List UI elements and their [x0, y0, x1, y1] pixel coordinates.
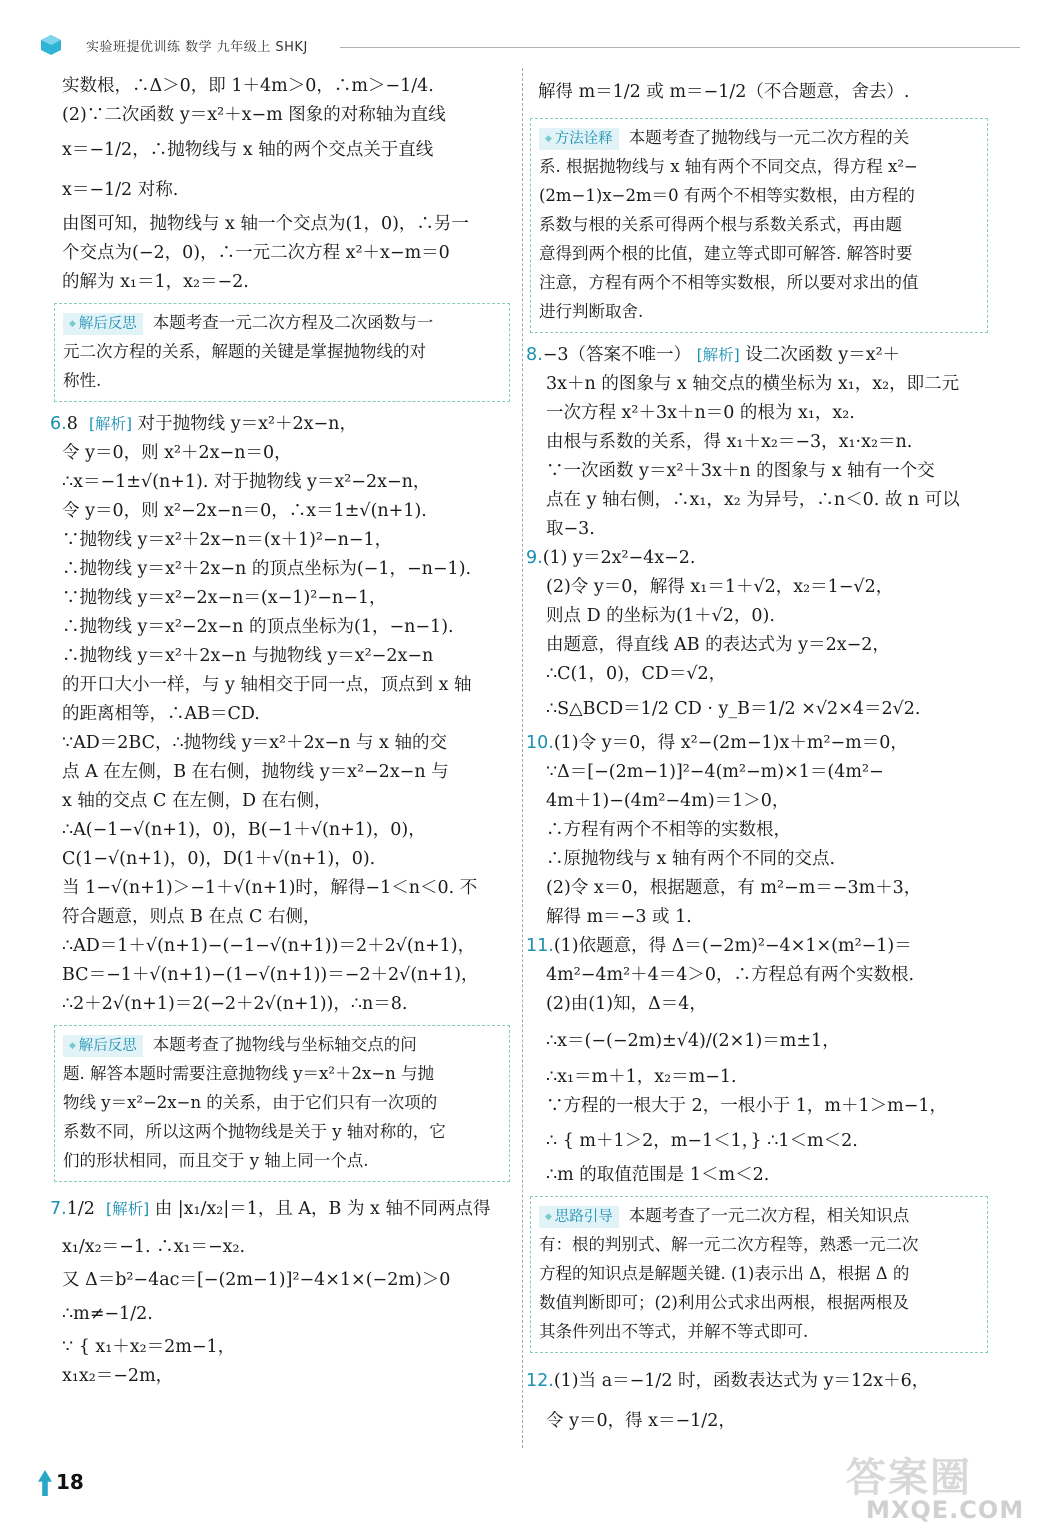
text-line: (2)∵二次函数 y＝x²＋x−m 图象的对称轴为直线 — [62, 105, 446, 125]
box-text: 本题考查一元二次方程及二次函数与一 — [152, 313, 434, 332]
box-text: 方程的知识点是解题关键. (1)表示出 Δ，根据 Δ 的 — [539, 1264, 910, 1283]
question-number: 12. — [526, 1371, 554, 1391]
book-logo-icon — [40, 34, 62, 56]
text-line: 的距离相等，∴AB＝CD. — [62, 704, 260, 724]
text-line: ∴m 的取值范围是 1＜m＜2. — [546, 1165, 770, 1185]
text-line: x₁x₂＝−2m， — [62, 1366, 174, 1386]
text-line: ∴抛物线 y＝x²＋2x−n 的顶点坐标为(−1，−n−1). — [62, 559, 472, 579]
analysis-tag: [解析] — [106, 1200, 150, 1218]
arrow-up-icon — [38, 1470, 52, 1496]
answer: 8 — [66, 414, 78, 434]
question-number: 11. — [526, 936, 554, 956]
question-number: 8. — [526, 345, 543, 365]
box-text: 元二次方程的关系，解题的关键是掌握抛物线的对 — [63, 342, 426, 361]
page-header — [40, 30, 990, 60]
watermark — [836, 1446, 1026, 1530]
box-label: ◆ 解后反思 — [63, 313, 143, 335]
text-line: ∴A(−1−√(n+1)，0)，B(−1＋√(n+1)，0)， — [62, 820, 426, 840]
question-number: 7. — [50, 1199, 67, 1219]
header-title: 实验班提优训练 数学 九年级上 SHKJ — [86, 40, 308, 55]
answer: 1/2 — [66, 1199, 95, 1219]
box-text: 进行判断取舍. — [539, 302, 644, 321]
text-line: 4m＋1)−(4m²−4m)＝1＞0， — [546, 791, 790, 811]
text-line: ∴抛物线 y＝x²−2x−n 的顶点坐标为(1，−n−1). — [62, 617, 454, 637]
question-6 — [50, 410, 510, 1019]
question-11 — [526, 932, 988, 1190]
text-line: (2)令 x＝0，根据题意，有 m²−m＝−3m＋3， — [546, 878, 922, 898]
box-text: 数值判断即可；(2)利用公式求出两根，根据两根及 — [539, 1293, 909, 1312]
box-text: 系. 根据抛物线与 x 轴有两个不同交点，得方程 x²− — [539, 157, 918, 176]
text-line: 令 y＝0，则 x²−2x−n＝0，∴x＝1±√(n+1). — [62, 501, 427, 521]
question-number: 6. — [50, 414, 67, 434]
text-line: 令 y＝0，得 x＝−1/2， — [546, 1411, 736, 1431]
text-line: ∴C(1，0)，CD＝√2， — [546, 664, 727, 684]
question-7 — [50, 1190, 510, 1391]
text-line: ∵抛物线 y＝x²−2x−n＝(x−1)²−n−1， — [62, 588, 387, 608]
text-line: 当 1−√(n+1)＞−1＋√(n+1)时，解得−1＜n＜0. 不 — [62, 878, 478, 898]
text-line: ∴AD＝1＋√(n+1)−(−1−√(n+1))＝2＋2√(n+1)， — [62, 936, 476, 956]
page-number — [38, 1468, 84, 1498]
box-text: 其条件列出不等式，并解不等式即可. — [539, 1322, 809, 1341]
text-line: 又 Δ＝b²−4ac＝[−(2m−1)]²−4×1×(−2m)＞0 — [62, 1270, 451, 1290]
text-line: 由 |x₁/x₂|＝1，且 A，B 为 x 轴不同两点得 — [154, 1199, 491, 1219]
reflection-box — [54, 303, 510, 402]
text-line: ∴抛物线 y＝x²＋2x−n 与抛物线 y＝x²−2x−n — [62, 646, 434, 666]
text-line: ∵抛物线 y＝x²＋2x−n＝(x＋1)²−n−1， — [62, 530, 393, 550]
watermark-url: MXQE.COM — [866, 1496, 1025, 1524]
box-text: 意得到两个根的比值，建立等式即可解答. 解答时要 — [539, 244, 913, 263]
text-line: (1)当 a＝−1/2 时，函数表达式为 y＝12x＋6， — [553, 1371, 930, 1391]
text-line: C(1−√(n+1)，0)，D(1＋√(n+1)，0). — [62, 849, 376, 869]
text-line: 令 y＝0，则 x²＋2x−n＝0， — [62, 443, 292, 463]
box-text: 本题考查了抛物线与坐标轴交点的问 — [152, 1035, 417, 1054]
text-line: 符合题意，则点 B 在点 C 右侧， — [62, 907, 321, 927]
question-number: 10. — [526, 733, 554, 753]
text-line: ∴x₁＝m＋1，x₂＝m−1. — [546, 1067, 737, 1087]
text-line: (1)依题意，得 Δ＝(−2m)²−4×1×(m²−1)＝ — [553, 936, 912, 956]
analysis-tag: [解析] — [88, 415, 133, 433]
text-line: ∴方程有两个不相等的实数根， — [546, 820, 791, 840]
text-line: 的解为 x₁＝1，x₂＝−2. — [62, 272, 249, 292]
text-line: ∵Δ＝[−(2m−1)]²−4(m²−m)×1＝(4m²− — [546, 762, 884, 782]
text-line: 对于抛物线 y＝x²＋2x−n， — [137, 414, 357, 434]
box-label: ◆ 方法诠释 — [539, 128, 619, 150]
answer: −3（答案不唯一） — [542, 345, 691, 365]
text-line: 设二次函数 y＝x²＋ — [745, 345, 901, 365]
header-rule — [340, 47, 1020, 48]
text-line: ∵ { x₁＋x₂＝2m−1， — [62, 1337, 236, 1357]
box-text: 称性. — [63, 371, 102, 390]
text-line: 个交点为(−2，0)，∴一元二次方程 x²＋x−m＝0 — [62, 243, 450, 263]
text-line: x 轴的交点 C 在左侧，D 在右侧， — [62, 791, 332, 811]
text-line: ∴ { m＋1＞2，m−1＜1，} ∴1＜m＜2. — [546, 1131, 858, 1151]
text-line: x＝−1/2 对称. — [62, 180, 179, 200]
box-text: 系数与根的关系可得两个根与系数关系式，再由题 — [539, 215, 902, 234]
analysis-tag: [解析] — [696, 346, 740, 364]
text-line: 实数根，∴Δ＞0，即 1＋4m＞0，∴m＞−1/4. — [62, 76, 434, 96]
text-line: 点在 y 轴右侧，∴x₁，x₂ 为异号，∴n＜0. 故 n 可以 — [546, 490, 960, 510]
text-line: (2)令 y＝0，解得 x₁＝1＋√2，x₂＝1−√2， — [546, 577, 894, 597]
box-text: 本题考查了一元二次方程，相关知识点 — [628, 1206, 910, 1225]
box-text: 系数不同，所以这两个抛物线是关于 y 轴对称的，它 — [63, 1122, 446, 1141]
text-line: x＝−1/2，∴抛物线与 x 轴的两个交点关于直线 — [62, 140, 434, 160]
text-line: ∵一次函数 y＝x²＋3x＋n 的图象与 x 轴有一个交 — [546, 461, 935, 481]
box-text: 物线 y＝x²−2x−n 的关系，由于它们只有一次项的 — [63, 1093, 438, 1112]
text-line: ∴m≠−1/2. — [62, 1304, 153, 1324]
box-text: 注意，方程有两个不相等实数根，所以要对求出的值 — [539, 273, 919, 292]
text-line: 由根与系数的关系，得 x₁＋x₂＝−3，x₁·x₂＝n. — [546, 432, 913, 452]
watermark-logo-text: 答案圈 — [846, 1455, 972, 1501]
text-line: 则点 D 的坐标为(1＋√2，0). — [546, 606, 775, 626]
text-line: ∴x＝(−(−2m)±√4)/(2×1)＝m±1， — [546, 1031, 840, 1051]
question-number: 9. — [526, 548, 543, 568]
box-label: ◆ 思路引导 — [539, 1206, 619, 1228]
text-line: (2)由(1)知，Δ＝4， — [546, 994, 707, 1014]
text-line: ∴2＋2√(n+1)＝2(−2＋2√(n+1))，∴n＝8. — [62, 994, 408, 1014]
text-line: 由图可知，抛物线与 x 轴一个交点为(1，0)，∴另一 — [62, 214, 469, 234]
question-8 — [526, 341, 988, 544]
text-line: x₁/x₂＝−1. ∴x₁＝−x₂. — [62, 1237, 246, 1257]
text-line: 4m²−4m²＋4＝4＞0，∴方程总有两个实数根. — [546, 965, 915, 985]
column-divider — [522, 68, 523, 1448]
box-text: 们的形状相同，而且交于 y 轴上同一个点. — [63, 1151, 369, 1170]
page-number-text: 18 — [56, 1470, 84, 1494]
box-label: ◆ 解后反思 — [63, 1035, 143, 1057]
text-line: ∵AD＝2BC，∴抛物线 y＝x²＋2x−n 与 x 轴的交 — [62, 733, 447, 753]
method-box — [530, 118, 988, 333]
text-line: 由题意，得直线 AB 的表达式为 y＝2x−2， — [546, 635, 890, 655]
question-9 — [526, 544, 988, 729]
question-10 — [526, 729, 988, 932]
text-line: (1) y＝2x²−4x−2. — [542, 548, 696, 568]
box-text: 有：根的判别式、解一元二次方程等，熟悉一元二次 — [539, 1235, 919, 1254]
text-line: (1)令 y＝0，得 x²−(2m−1)x＋m²−m＝0， — [553, 733, 908, 753]
text-line: 点 A 在左侧，B 在右侧，抛物线 y＝x²−2x−n 与 — [62, 762, 449, 782]
left-column — [50, 72, 510, 1391]
right-column — [526, 72, 988, 1441]
text-line: 取−3. — [546, 519, 595, 539]
text-line: ∴原抛物线与 x 轴有两个不同的交点. — [546, 849, 836, 869]
text-line: ∴x＝−1±√(n+1). 对于抛物线 y＝x²−2x−n， — [62, 472, 431, 492]
reflection-box — [54, 1025, 510, 1182]
text-line: ∵方程的一根大于 2，一根小于 1，m＋1＞m−1， — [546, 1096, 948, 1116]
text-line: 解得 m＝1/2 或 m＝−1/2（不合题意，舍去）. — [538, 82, 910, 102]
text-line: 3x＋n 的图象与 x 轴交点的横坐标为 x₁，x₂，即二元 — [546, 374, 960, 394]
box-text: 本题考查了抛物线与一元二次方程的关 — [628, 128, 910, 147]
thinking-guide-box — [530, 1196, 988, 1353]
box-text: (2m−1)x−2m＝0 有两个不相等实数根，由方程的 — [539, 186, 915, 205]
text-line: 解得 m＝−3 或 1. — [546, 907, 692, 927]
question-12 — [526, 1361, 988, 1441]
text-line: ∴S△BCD＝1/2 CD · y_B＝1/2 ×√2×4＝2√2. — [546, 699, 921, 719]
box-text: 题. 解答本题时需要注意抛物线 y＝x²＋2x−n 与抛 — [63, 1064, 434, 1083]
text-line: BC＝−1＋√(n+1)−(1−√(n+1))＝−2＋2√(n+1)， — [62, 965, 479, 985]
text-line: 的开口大小一样，与 y 轴相交于同一点，顶点到 x 轴 — [62, 675, 472, 695]
text-line: 一次方程 x²＋3x＋n＝0 的根为 x₁，x₂. — [546, 403, 855, 423]
